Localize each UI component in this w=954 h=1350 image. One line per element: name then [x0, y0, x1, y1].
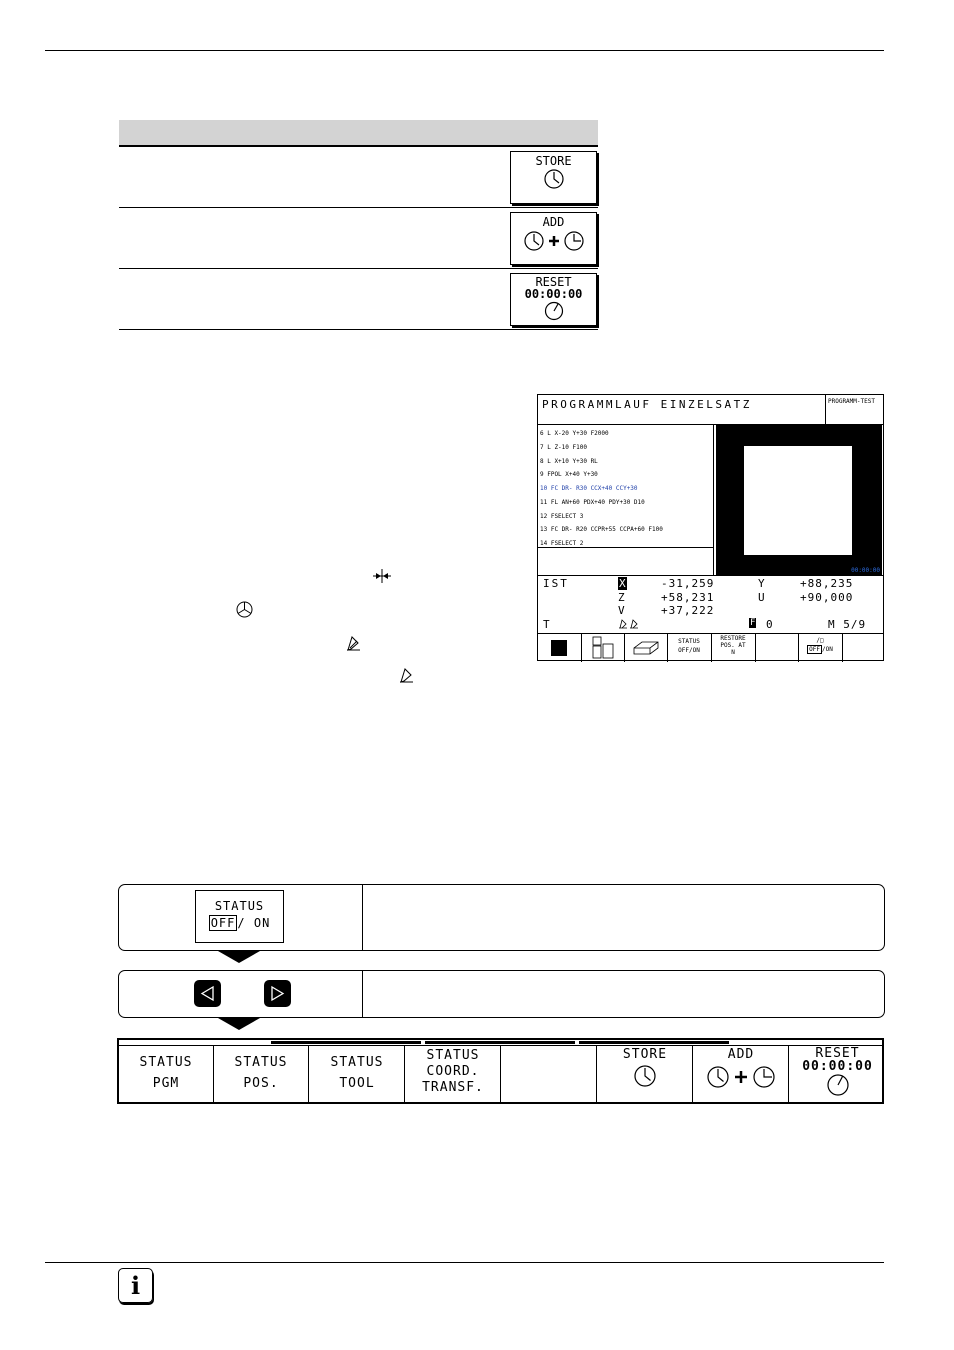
triangle-right-icon — [264, 980, 291, 1007]
solid-square-icon — [551, 640, 567, 656]
graphics-window — [716, 425, 882, 575]
softkey-label: STATUS — [426, 1048, 480, 1063]
screen-softkey-status-sub: OFF/ON — [678, 647, 700, 654]
axis-v-value: +37,222 — [661, 604, 715, 617]
screen-timer: 00:00:00 — [851, 567, 880, 574]
program-listing — [538, 425, 713, 577]
add-key[interactable] — [510, 212, 597, 265]
screen-softkey-restore-label: RESTORE — [720, 635, 746, 642]
status-key-off: OFF — [210, 916, 236, 930]
table-row-divider — [119, 268, 598, 269]
screen-softkey-status-label: STATUS — [678, 638, 700, 645]
softkey-label: TRANSF. — [422, 1080, 484, 1095]
feed-label: F — [750, 618, 756, 628]
screen-softkey-restore[interactable] — [711, 634, 756, 662]
softkey-add[interactable] — [694, 1046, 789, 1102]
bottom-rule — [45, 1262, 884, 1263]
softkey-level-indicator — [579, 1041, 729, 1044]
listing-divider — [538, 547, 713, 548]
screen-softkey-solid[interactable] — [538, 634, 582, 662]
spindle-icon — [236, 601, 253, 618]
flow-step-status — [118, 884, 885, 951]
softkey-label: STATUS — [139, 1055, 193, 1070]
axis-z-value: +58,231 — [661, 591, 715, 604]
table-row-divider — [119, 329, 598, 330]
flow-arrow — [218, 951, 260, 963]
m-value: M 5/9 — [828, 618, 867, 631]
status-off-on-key[interactable] — [195, 890, 284, 943]
override-icons — [618, 619, 640, 629]
screen-softkey-n: N — [731, 649, 735, 656]
store-key[interactable] — [510, 151, 597, 204]
clock-reset-icon — [826, 1073, 850, 1097]
block-skip-icon: /□ — [816, 637, 824, 644]
softkey-empty[interactable] — [502, 1046, 597, 1102]
screen-softkey-status[interactable] — [667, 634, 712, 662]
softkey-status-tool[interactable] — [310, 1046, 405, 1102]
screen-softkey-3d[interactable] — [624, 634, 668, 662]
clock-icon — [633, 1064, 657, 1088]
top-rule — [45, 50, 884, 51]
softkey-row — [117, 1038, 884, 1104]
program-line: 11 FL AN+60 PDX+40 PDY+30 D10 — [540, 499, 645, 506]
feed-axis-icon — [372, 568, 392, 584]
axis-y-label: Y — [758, 577, 765, 590]
tool-label: T — [543, 618, 550, 631]
arrow-left-key[interactable] — [194, 980, 221, 1007]
add-key-label: ADD — [542, 215, 565, 229]
program-line: 12 FSELECT 3 — [540, 513, 584, 520]
axis-y-value: +88,235 — [800, 577, 854, 590]
softkey-level-indicator — [271, 1041, 421, 1044]
screen-softkey-empty[interactable] — [755, 634, 799, 662]
program-line: 6 L X-20 Y+30 F2000 — [540, 430, 609, 437]
softkey-label: TOOL — [339, 1076, 375, 1091]
tool-override-icon — [345, 634, 362, 652]
flow-divider — [362, 885, 363, 950]
graphics-divider — [713, 425, 714, 575]
flow-step-arrows — [118, 970, 885, 1018]
screen-softkey-off: OFF — [809, 646, 820, 653]
screen-softkey-views[interactable] — [581, 634, 625, 662]
softkey-label: 00:00:00 — [802, 1059, 873, 1074]
arrow-right-key[interactable] — [264, 980, 291, 1007]
status-key-label: STATUS — [214, 899, 265, 913]
pos-label: IST — [543, 577, 569, 590]
program-line-active: 10 FC DR- R30 CCX+40 CCY+30 — [540, 485, 638, 492]
reset-key-time: 00:00:00 — [524, 287, 583, 301]
tool-axis-icon — [398, 666, 415, 684]
softkey-label: ADD — [727, 1047, 755, 1062]
clock-add-icon — [522, 229, 586, 253]
softkey-label: STORE — [622, 1047, 668, 1062]
screen-softkey-pos-at: POS. AT — [720, 642, 746, 649]
program-line: 14 FSELECT 2 — [540, 540, 584, 547]
softkey-status-pgm[interactable] — [119, 1046, 214, 1102]
program-line: 7 L Z-10 F100 — [540, 444, 587, 451]
softkey-store[interactable] — [598, 1046, 693, 1102]
softkey-label: PGM — [152, 1076, 180, 1091]
clock-icon — [543, 168, 565, 190]
axis-u-value: +90,000 — [800, 591, 854, 604]
program-line: 8 L X+10 Y+30 RL — [540, 458, 598, 465]
axis-x-label: X — [619, 577, 626, 590]
table-header — [119, 120, 598, 147]
workpiece-blank — [744, 446, 852, 555]
softkey-label: STATUS — [330, 1055, 384, 1070]
screen-softkey-on: /ON — [822, 646, 833, 653]
program-line: 13 FC DR- R20 CCPR+55 CCPA+60 F100 — [540, 526, 663, 533]
reset-key[interactable] — [510, 273, 597, 326]
axis-z-label: Z — [618, 591, 625, 604]
screen-mode: PROGRAMM-TEST — [825, 395, 884, 425]
softkey-label: POS. — [243, 1076, 279, 1091]
program-line: 9 FPOL X+40 Y+30 — [540, 471, 598, 478]
store-key-label: STORE — [535, 154, 572, 168]
triangle-left-icon — [194, 980, 221, 1007]
info-icon — [118, 1268, 153, 1303]
position-divider — [538, 575, 883, 576]
softkey-reset[interactable] — [790, 1046, 885, 1102]
flow-arrow — [218, 1018, 260, 1030]
feed-value: 0 — [766, 618, 773, 631]
axis-u-label: U — [758, 591, 765, 604]
info-icon-glyph: i — [130, 1271, 141, 1300]
screen-softkey-block-skip[interactable] — [798, 634, 843, 662]
axis-v-label: V — [618, 604, 625, 617]
softkey-label: RESET — [815, 1046, 860, 1061]
softkey-label: STATUS — [234, 1055, 288, 1070]
axis-x-value: -31,259 — [661, 577, 715, 590]
softkey-level-indicator — [425, 1041, 575, 1044]
table-row-divider — [119, 207, 598, 208]
softkey-status-pos[interactable] — [214, 1046, 309, 1102]
reset-key-label: RESET — [535, 275, 572, 289]
screen-title: PROGRAMMLAUF EINZELSATZ — [542, 398, 752, 411]
clock-reset-icon — [543, 301, 565, 321]
clock-add-icon — [706, 1064, 776, 1090]
softkey-label: COORD. — [426, 1064, 480, 1079]
flow-divider — [362, 971, 363, 1017]
3d-view-icon — [633, 640, 659, 656]
control-screen — [537, 394, 884, 661]
screen-softkey-bar — [538, 633, 883, 662]
views-icon — [592, 636, 614, 660]
softkey-status-coord-transf[interactable] — [406, 1046, 501, 1102]
status-key-on: / ON — [237, 916, 271, 930]
